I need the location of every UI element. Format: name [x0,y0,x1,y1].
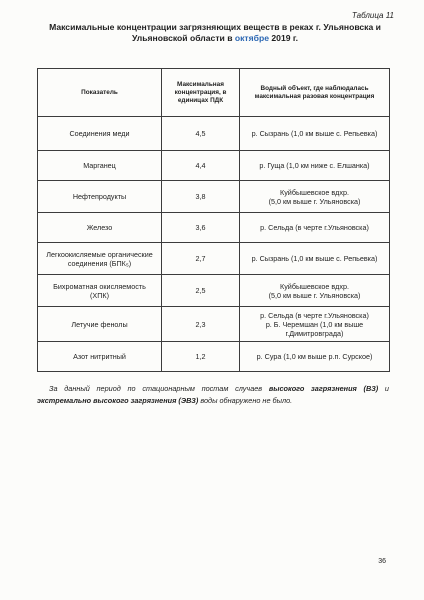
header-max-concentration: Максимальная концентрация, в единицах ПДК [162,69,240,117]
cell-site: Куйбышевское вдхр. (5,0 км выше г. Ульяновска) [240,181,390,213]
cell-value: 3,6 [162,213,240,243]
header-indicator: Показатель [38,69,162,117]
table-row [38,275,390,307]
table-row [38,151,390,181]
cell-site: р. Гуща (1,0 км ниже с. Елшанка) [240,151,390,181]
cell-indicator: Нефтепродукты [38,181,162,213]
table-row [38,243,390,275]
note-text-2: и [378,384,389,393]
cell-value: 2,3 [162,307,240,342]
cell-value: 2,7 [162,243,240,275]
note-high-pollution: высокого загрязнения (ВЗ) [268,384,379,393]
table-number: Таблица 11 [351,11,394,20]
table-header-row [38,69,390,117]
cell-value: 4,4 [162,151,240,181]
cell-value: 4,5 [162,117,240,151]
cell-value: 1,2 [162,342,240,372]
note-text-3: воды обнаружено не было. [198,396,293,405]
table-row [38,307,390,342]
title-text: Максимальные концентрации загрязняющих веществ в реках г. Ульяновска и Ульяновской области в [49,22,381,43]
table-row [38,213,390,243]
cell-indicator: Летучие фенолы [38,307,162,342]
table-row [38,181,390,213]
cell-indicator: Соединения меди [38,117,162,151]
title-month: октябре [234,33,269,43]
note-extreme-pollution: экстремально высокого загрязнения (ЭВЗ) [37,396,199,405]
cell-site: р. Сызрань (1,0 км выше с. Репьевка) [240,243,390,275]
cell-indicator: Легкоокисляемые органические соединения (БПК₅) [38,243,162,275]
cell-site: р. Сельда (в черте г.Ульяновска) [240,213,390,243]
note-text-1: За данный период по стационарным постам случаев [49,384,269,393]
cell-value: 3,8 [162,181,240,213]
cell-site: р. Сура (1,0 км выше р.п. Сурское) [240,342,390,372]
table-row [38,117,390,151]
footnote-paragraph [37,383,389,407]
cell-value: 2,5 [162,275,240,307]
cell-indicator: Азот нитритный [38,342,162,372]
header-water-body: Водный объект, где наблюдалась максимальная разовая концентрация [240,69,390,117]
table-row [38,342,390,372]
cell-indicator: Бихроматная окисляемость (ХПК) [38,275,162,307]
cell-indicator: Железо [38,213,162,243]
table-title [40,22,390,44]
cell-site: р. Сызрань (1,0 км выше с. Репьевка) [240,117,390,151]
concentrations-table [37,68,390,372]
cell-indicator: Марганец [38,151,162,181]
cell-site: Куйбышевское вдхр. (5,0 км выше г. Ульяновска) [240,275,390,307]
page-number: 36 [378,558,386,565]
cell-site: р. Сельда (в черте г.Ульяновска) р. Б. Черемшан (1,0 км выше г.Димитровграда) [240,307,390,342]
title-year: 2019 г. [269,33,298,43]
